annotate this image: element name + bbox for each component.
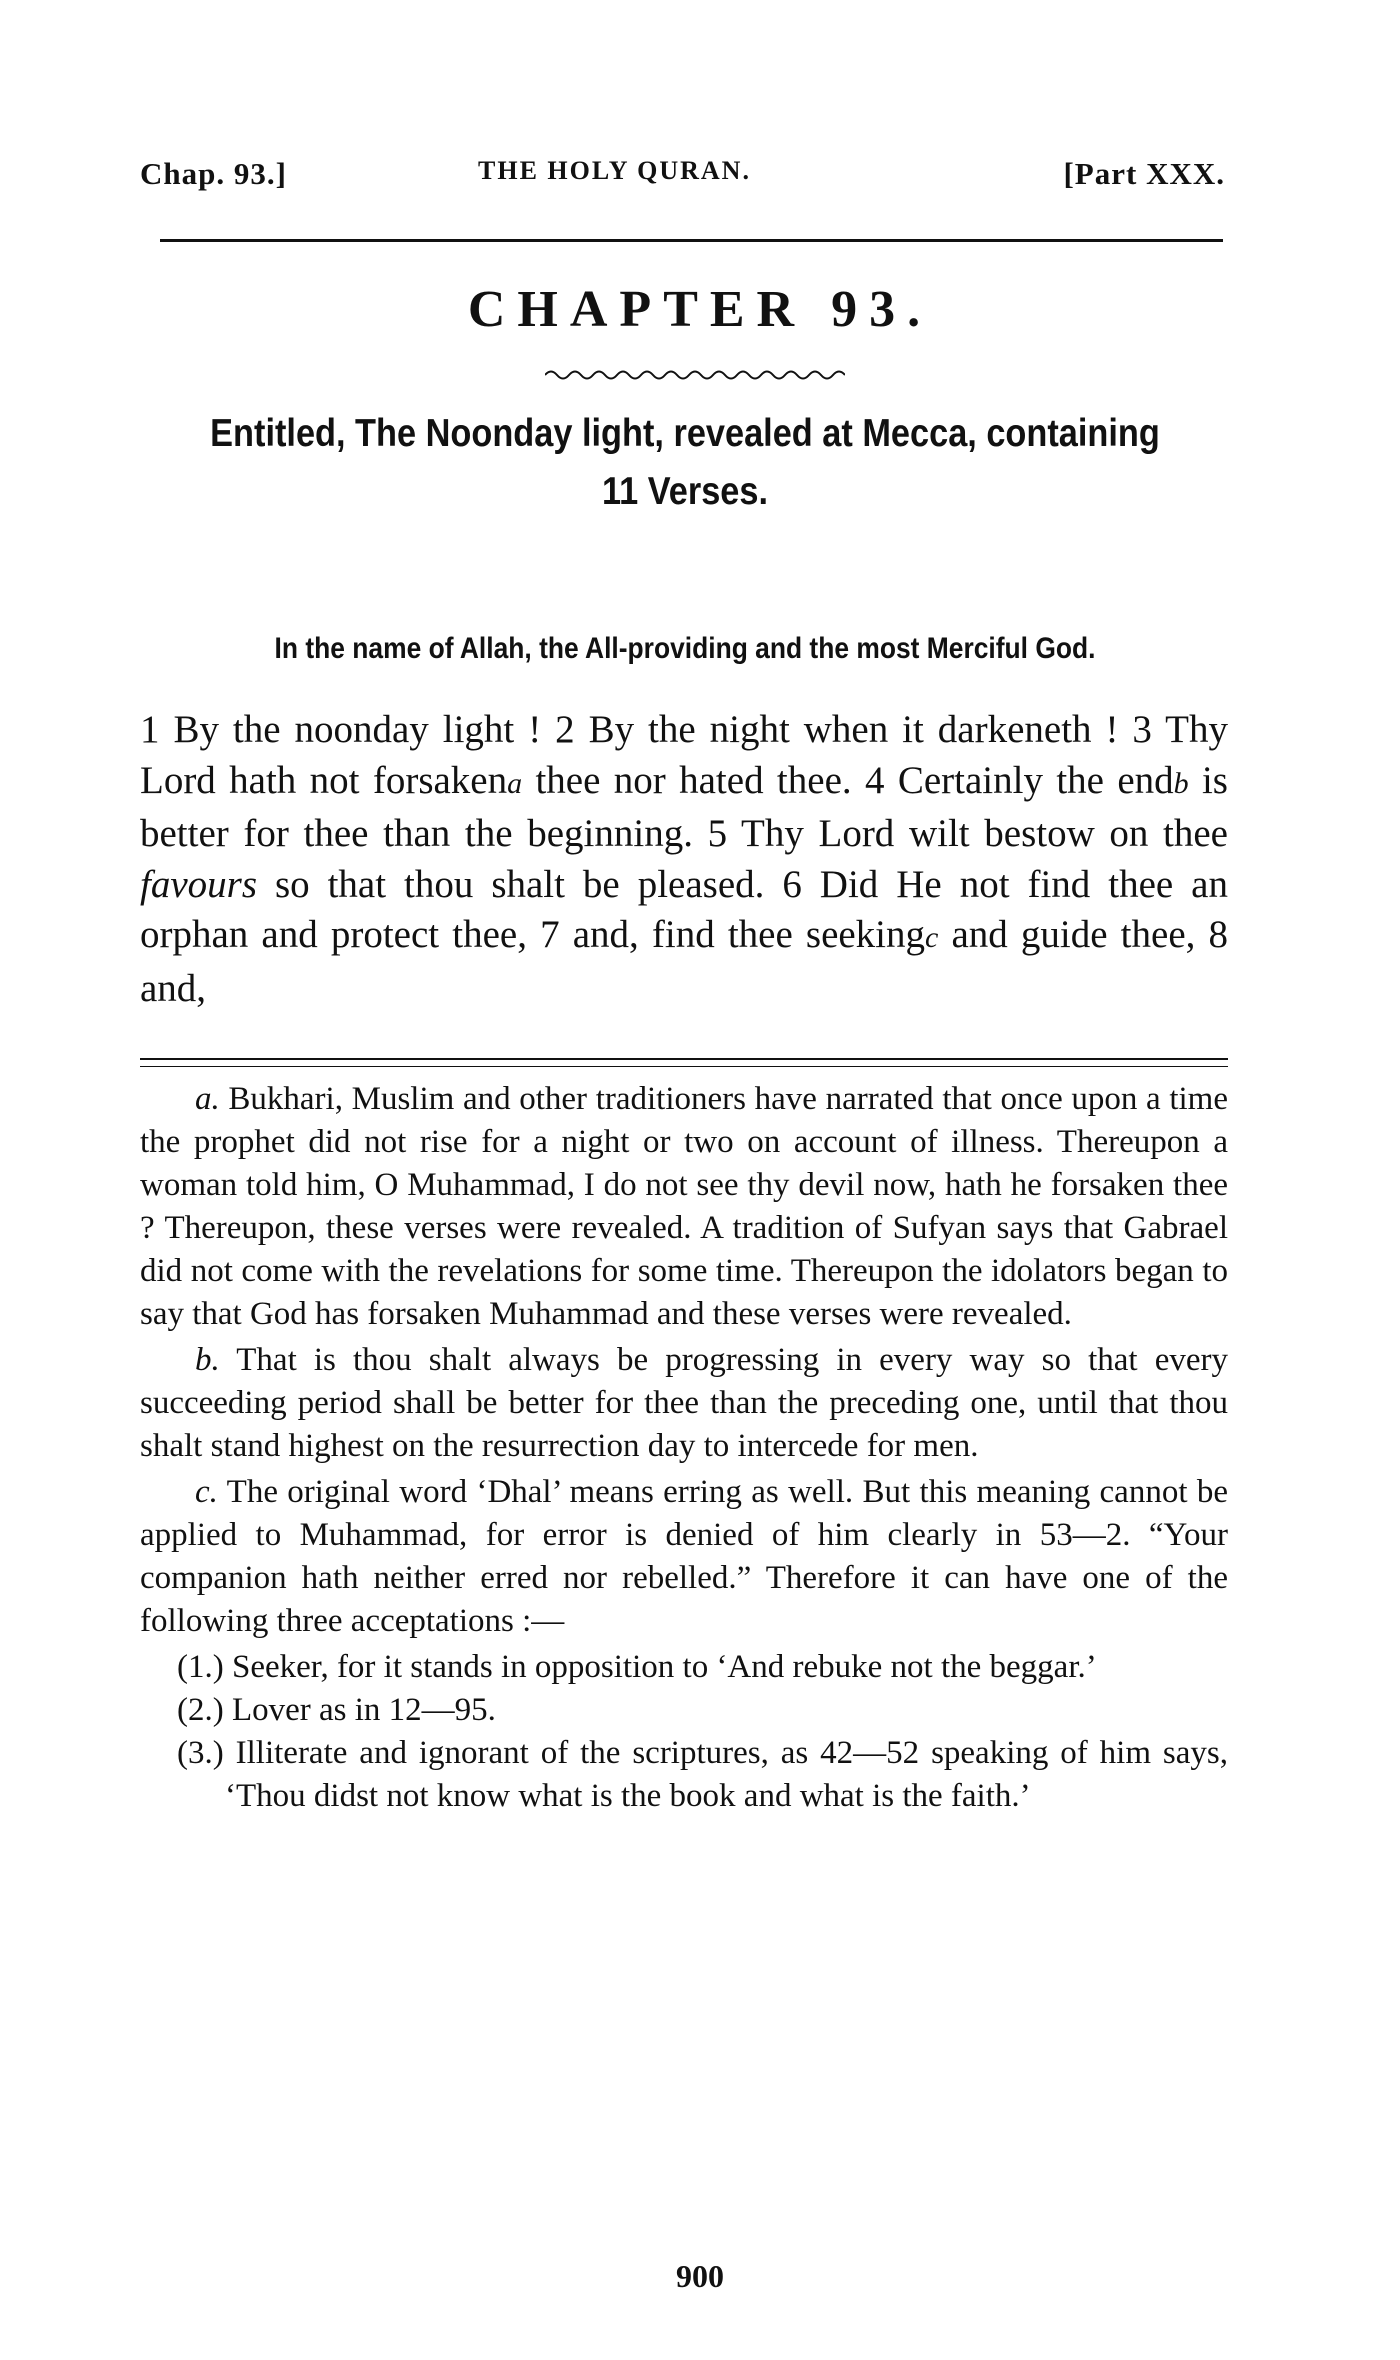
footnote-label-b: b. — [195, 1342, 220, 1378]
header-chapter: Chap. 93.] — [140, 156, 287, 191]
header-part: [Part XXX. — [1063, 156, 1225, 191]
footnote-b — [140, 1339, 1228, 1468]
footnote-rule-thin — [140, 1066, 1228, 1067]
invocation: In the name of Allah, the All-providing and the most Merciful God. — [274, 632, 1096, 665]
chapter-title: CHAPTER 93. — [467, 281, 933, 338]
subtitle-line-1: Entitled, The Noonday light, revealed at Mecca, containing — [210, 412, 1160, 455]
list-item: (1.) Seeker, for it stands in opposition to ‘And rebuke not the beggar.’ — [177, 1649, 1097, 1685]
footnotes — [140, 1078, 1228, 1818]
running-header — [140, 128, 1225, 191]
acceptations-list — [140, 1646, 1228, 1818]
footnote-text-b: That is thou shalt always be progressing in every way so that every succeeding period shall be better for thee than the preceding one, until that thou shalt stand highest on the resurrection day to intercede for men. — [140, 1342, 1228, 1464]
verse-italic-word: favours — [140, 862, 257, 906]
footnote-mark-b: b — [1173, 766, 1189, 800]
footnote-rule — [140, 1058, 1228, 1060]
verse-text — [140, 705, 1228, 1014]
list-item: (2.) Lover as in 12—95. — [177, 1692, 496, 1728]
header-rule — [160, 239, 1223, 242]
subtitle-line-2: 11 Verses. — [601, 470, 769, 513]
footnote-text-a: Bukhari, Muslim and other traditioners have narrated that once upon a time the prophet did not rise for a night or two on account of illness. Thereupon a woman told him, O Muhammad, I do not see thy devil now, hath he forsaken thee ? Thereupon, these verses were revealed. A tradition of Sufyan says that Gabrael did not come with the revelations for some time. Thereupon the idolators began to say that God has forsaken Muhammad and these verses were revealed. — [140, 1081, 1228, 1332]
page-number: 900 — [676, 2258, 724, 2294]
verse-segment: and guide thee, 8 and, — [140, 913, 1228, 1010]
footnote-label-c: c. — [195, 1474, 218, 1510]
verse-segment: is better for thee than the beginning. 5 Thy Lord wilt bestow on thee — [140, 758, 1228, 855]
footnote-a — [140, 1078, 1228, 1336]
ornamental-rule — [545, 368, 845, 382]
list-item: (3.) Illiterate and ignorant of the scriptures, as 42—52 speaking of him says, ‘Thou didst not know what is the book and what is the faith.’ — [177, 1735, 1228, 1814]
footnote-text-c: The original word ‘Dhal’ means erring as well. But this meaning cannot be applied to Muhammad, for error is denied of him clearly in 53—2. “Your companion hath neither erred nor rebelled.” Therefore it can have one of the following three acceptations :— — [140, 1474, 1228, 1639]
footnote-c — [140, 1471, 1228, 1643]
verse-segment: thee nor hated thee. 4 Certainly the end — [522, 758, 1174, 802]
verse-segment: so that thou shalt be pleased. 6 Did He not find thee an orphan and protect thee, 7 and, find thee seeking — [140, 862, 1228, 956]
footnote-mark-a: a — [507, 766, 523, 800]
verse-segment: 1 By the noonday light ! 2 By the night when it darkeneth ! 3 Thy Lord hath not forsaken — [140, 708, 1228, 802]
footnote-label-a: a. — [195, 1081, 220, 1117]
header-title: THE HOLY QURAN. — [478, 156, 751, 185]
chapter-subtitle — [205, 405, 1164, 521]
footnote-mark-c: c — [925, 921, 939, 954]
